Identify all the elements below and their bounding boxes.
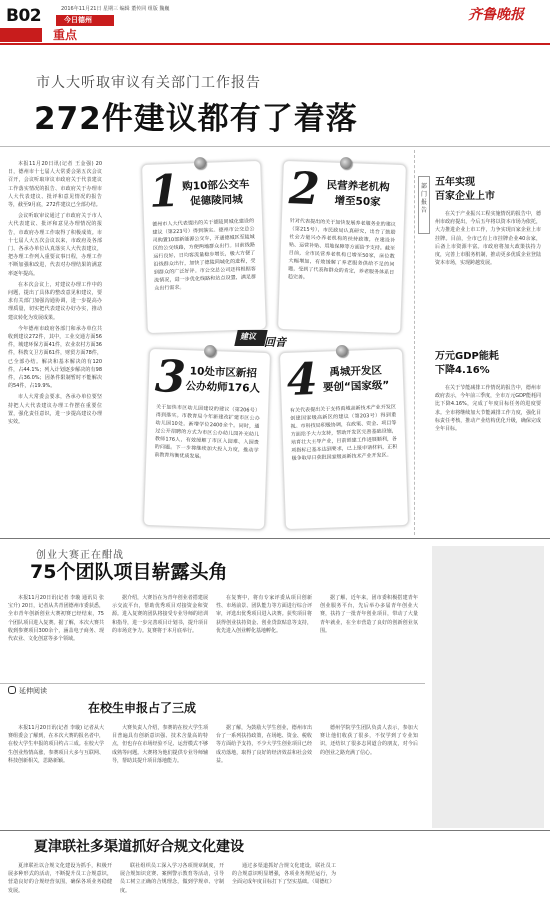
extension-text: 据了解，为鼓励大学生创业，德州市出台了一系列扶持政策，在场地、资金、税收等方面给予支持，不少大学生创业项目已经成功落地，取得了良好的经济效益和社会效益。 <box>216 725 312 764</box>
card-text: 关于加快市区幼儿园建设的建议（第206号）得到落实。市教育局今年新建改扩建市区公办幼儿园10处，新增学位2400余个。同时，通过公开招聘的方式为市区公办幼儿园补充幼儿教师176人，有效缓解了市区入园难、入园贵的问题。下一步将继续加大投入力度，推动学前教育均衡优质发展。 <box>154 404 261 460</box>
story3-text: 通过多渠道抓好合规文化建设，联社员工的合规意识明显增强，各项业务规范运行，为全面完成年度目标打下了坚实基础。（周德红） <box>232 863 336 886</box>
card-number: 4 <box>286 353 319 406</box>
section-tab-label: 今日德州 <box>64 16 92 24</box>
reply-badge <box>236 328 294 354</box>
brand-logo: 齐鲁晚报 <box>468 7 524 23</box>
card-title-line: 购10部公交车 <box>182 178 250 193</box>
sidebar-text: 在关于节能减排工作情况的报告中，德州市政府表示，今年前三季度，全市万元GDP能耗同比下降4.16%，完成了年度目标任务的进度要求。全市将继续加大节能减排工作力度，强化目标责任考核，推动产业结构优化升级，确保完成全年目标。 <box>435 385 541 433</box>
card-text: 针对代表提出的关于加快发展养老服务业的建议（第215号），市民政局认真研究，出台了鼓励社会力量兴办养老机构的扶持政策，在建设补贴、运营补贴、用地保障等方面给予支持。截至目前，全市民营养老机构已增至50家，床位数大幅增加，有效缓解了养老服务供给不足的问题，受到了代表和群众的肯定，养老服务体系日趋完善。 <box>287 218 396 281</box>
sidebar-text: 在关于产业振兴工程实施情况的报告中，德州市政府提出，今后五年将以资本市场为依托，大力推进企业上市工作，力争实现百家企业上市挂牌。目前，全市已有上市挂牌企业40余家，后备上市资源丰富。市政府将加大政策扶持力度，完善上市服务机制，推动更多优质企业登陆资本市场，实现跨越发展。 <box>435 211 541 267</box>
extension-column-3 <box>216 724 312 826</box>
card-number: 1 <box>148 165 181 218</box>
card-4 <box>279 348 409 530</box>
sidebar-tab <box>418 176 430 234</box>
card-text: 德州市人大代表提出的关于德陵同城化建设的建议（第223号）得到落实。德州市公交总公司购置10部新能源公交车，开通德城区至陵城区的公交线路，方便两地群众出行。目前线路运行良好，日均客流量稳步增长，极大方便了沿线群众出行，加快了德陵同城化的进程，受到群众的广泛好评。市公交总公司还将根据客流情况，进一步优化线路和站点设置，满足群众出行需求。 <box>152 218 257 292</box>
ad-block <box>432 546 544 828</box>
lead-paragraph: 在本次会议上，对建议办理工作中的问题，提出了具体的整改意见和建议，要求有关部门加强沟通协调，进一步提高办理质量，切实把代表建议办好办实，推动建议转化为发展成果。 <box>8 281 102 321</box>
lead-paragraph: 市人大常委会要求，各承办单位要坚持把人大代表建议办理工作摆在重要位置，强化责任意识，进一步提高建议办理实效。 <box>8 394 102 426</box>
lead-paragraph: 本报11月20日讯(记者 王金强) 20日，德州市十七届人大常委会第五次会议召开，会议听取审议市政府关于代表建议工作落实情况的报告、市政府关于办理市人大代表建议、批评和意见情况的报告等，截至9月底，272件建议已全部办结。 <box>8 161 102 209</box>
story2-headline: 75个团队项目崭露头角 <box>30 561 228 583</box>
story2-text: 据介绍，大赛旨在为青年创业者搭建展示交流平台，帮助优秀项目对接资金和资源。进入复赛的团队将接受专业导师的培训和指导，进一步完善项目计划书，提升项目的市场竞争力。复赛将于本月底举行。 <box>112 595 208 634</box>
story2-column-3 <box>216 594 312 680</box>
card-number: 2 <box>288 163 321 216</box>
card-title <box>179 364 268 397</box>
card-title <box>173 177 260 210</box>
story2-column-1 <box>8 594 104 680</box>
card-2 <box>277 160 407 334</box>
lead-headline: 272件建议都有了着落 <box>34 101 358 137</box>
sidebar-paragraph-2 <box>435 384 541 534</box>
lead-paragraph: 会议听取审议通过了市政府关于市人大代表建议、批评和意见办理情况的报告，市政府办理工作取得了积极成效。市十七届人大五次会议以来，市政府及各部门、各承办单位认真落实人大代表建议，把办理工作列入重要议事日程，办理工作不断加强和改进，代表对办理结果的满意率逐年提高。 <box>8 213 102 277</box>
card-title <box>314 178 401 211</box>
story2-text: 据了解，近年来，团市委积极搭建青年创业服务平台，先后举办多届青年创业大赛，扶持了一批青年创业项目，带动了大量青年就业，在全市营造了良好的创新创业氛围。 <box>320 595 418 634</box>
sidebar-divider <box>414 150 415 535</box>
card-title-line: 公办幼师176人 <box>185 380 261 395</box>
story2-column-4 <box>320 594 418 680</box>
card-text: 有关代表提出关于支持禹城高新技术产业开发区创建国家级高新区的建议（第203号）得到重视。市科技局积极协调，在政策、资金、项目等方面给予大力支持，帮助开发区完善基础设施，培育壮大主导产业，目前创建工作进展顺利，各项指标已基本达到要求，已上报申请材料，正积极争取早日获批国家级高新技术产业开发区。 <box>289 404 398 462</box>
sidebar-paragraph-1 <box>435 210 541 342</box>
extension-text: 本报11月20日讯(记者 李璇) 记者从大赛组委会了解到，在本次大赛的报名者中，在校大学生申报的项目约占三成。在校大学生创业热情高涨，参赛项目大多与互联网、科技创新相关，思路新颖。 <box>8 725 104 764</box>
pin-icon <box>204 345 216 357</box>
card-title-line: 民营养老机构 <box>326 179 390 194</box>
lead-paragraph: 今年德州市政府各部门和承办单位共收到建议272件，其中，工业交通方面56件，城建环保方面41件，农业农村方面36件，科教文卫方面61件，财贸方面78件，已全部办结。解决和基本解决的有120件，占44.1%；列入计划逐步解决的有98件，占36.0%；因条件限制暂时不能解决的54件，占19.9%。 <box>8 325 102 390</box>
pin-icon <box>194 157 206 169</box>
lead-kicker: 市人大听取审议有关部门工作报告 <box>36 75 261 91</box>
sidebar-heading-3: 万元GDP能耗 <box>435 351 499 362</box>
section-rule <box>0 538 550 539</box>
story3-text: 联社组织员工深入学习各项规章制度，开展合规知识竞赛、案例警示教育等活动，引导员工树立正确的合规理念，做到学规章、守制度。 <box>120 863 224 894</box>
bottom-rule <box>0 830 550 831</box>
sidebar-heading-2: 百家企业上市 <box>435 191 495 202</box>
lead-body <box>8 160 102 532</box>
card-title-line: 促德陵同城 <box>189 193 243 208</box>
story2-text: 本报11月20日讯(记者 李璇 通讯员 张宝升) 20日，记者从共青团德州市委获悉，全市青年创新创业大赛初赛已经结束，75个团队项目进入复赛。据了解，本次大赛共收到参赛项目300余个，涵盖电子商务、现代农业、文化创意等多个领域。 <box>8 595 104 643</box>
extension-headline: 在校生申报占了三成 <box>88 701 197 715</box>
badge-top-text: 建议 <box>240 332 256 341</box>
sidebar-tab-label: 部门报告 <box>420 183 427 214</box>
extension-column-4 <box>320 724 418 826</box>
pin-icon <box>336 345 348 357</box>
card-1 <box>141 160 267 334</box>
story2-column-2 <box>112 594 208 680</box>
card-3 <box>143 348 271 530</box>
story2-text: 在复赛中，将有专家评委从项目创新性、市场前景、团队能力等方面进行综合评审，评选出优秀项目进入决赛。获奖项目将获得创业扶持资金、创业贷款贴息等支持，优先进入创业孵化基地孵化。 <box>216 595 312 634</box>
card-title-line: 禹城开发区 <box>329 364 383 379</box>
story3-headline: 夏津联社多渠道抓好合规文化建设 <box>34 839 244 855</box>
date-line: 2016年11月21日 星期三 编辑 董传同 组版 魏巍 <box>61 6 170 12</box>
extension-label-text: 延伸阅读 <box>19 687 47 695</box>
card-title-line: 增至50家 <box>334 194 381 209</box>
section-name: 重点 <box>53 28 78 42</box>
extension-label <box>8 686 47 696</box>
header-rule <box>0 43 550 45</box>
circle-icon <box>8 686 16 694</box>
story3-column-2 <box>120 862 224 920</box>
story3-text: 夏津联社以合规文化建设为抓手，积极开展多种形式的活动，不断提升员工合规意识，营造良好的合规经营氛围，确保各项业务稳健发展。 <box>8 863 112 894</box>
card-title <box>312 363 399 396</box>
page-number: B02 <box>6 6 42 26</box>
card-title-line: 10处市区新招 <box>189 365 258 380</box>
extension-text: 德州学院学生团队负责人表示，参加大赛让他们收获了很多，不仅学到了专业知识，还结识了很多志同道合的朋友，对今后的创业之路充满了信心。 <box>320 725 418 756</box>
card-number: 3 <box>154 351 187 404</box>
cards-area <box>104 150 412 536</box>
story3-column-3 <box>232 862 336 920</box>
extension-rule <box>0 683 425 684</box>
lead-rule <box>0 146 550 147</box>
story3-column-1 <box>8 862 112 920</box>
extension-column-1 <box>8 724 104 826</box>
card-title-line: 要创“国家级” <box>322 379 390 394</box>
extension-text: 大赛负责人介绍，参赛的在校大学生项目普遍具有创新意识强、技术含量高的特点，但也存在市场经验不足、运营模式不够成熟等问题。大赛将为他们提供专业导师辅导，帮助其提升项目落地能力。 <box>112 725 208 764</box>
story2-kicker: 创业大赛正在酣战 <box>36 550 124 561</box>
badge-bottom-text: 回音 <box>264 336 286 349</box>
extension-column-2 <box>112 724 208 826</box>
sidebar-heading-1: 五年实现 <box>435 177 475 188</box>
pin-icon <box>340 157 352 169</box>
sidebar-heading-4: 下降4.16% <box>435 365 490 376</box>
section-bar <box>0 28 42 42</box>
